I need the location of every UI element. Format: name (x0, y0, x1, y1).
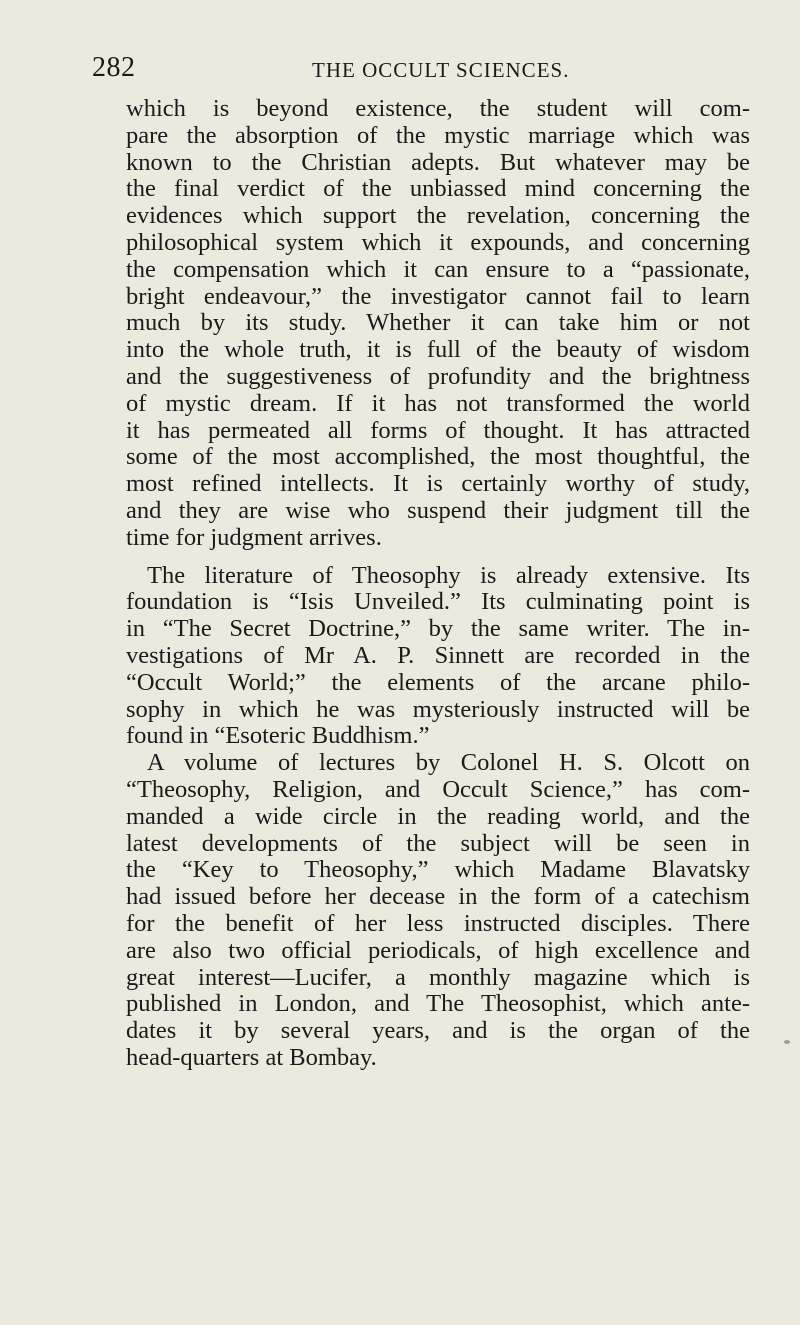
text-line: time for judgment arrives. (126, 523, 382, 551)
text-line: great interest—Lucifer, a monthly magazine which is (126, 963, 750, 991)
text-line: the compensation which it can ensure to a “passionate, (126, 255, 750, 283)
text-line: sophy in which he was mysteriously instructed will be (126, 695, 750, 723)
text-line: latest developments of the subject will be seen in (126, 829, 750, 857)
text-line: the final verdict of the unbiassed mind concerning the (126, 175, 750, 203)
text-line: which is beyond existence, the student will com- (126, 95, 750, 122)
text-line: head-quarters at Bombay. (126, 1043, 377, 1071)
paragraph-1 (126, 96, 750, 552)
text-line: it has permeated all forms of thought. It has attracted (126, 416, 750, 444)
text-line: “Theosophy, Religion, and Occult Science,” has com- (126, 775, 750, 803)
text-line: vestigations of Mr A. P. Sinnett are recorded in the (126, 641, 750, 669)
paragraph-gap (126, 552, 750, 563)
text-line: and they are wise who suspend their judgment till the (126, 496, 750, 524)
text-line: published in London, and The Theosophist, which ante- (126, 990, 750, 1018)
text-line: pare the absorption of the mystic marriage which was (126, 121, 750, 149)
text-line: most refined intellects. It is certainly worthy of study, (126, 470, 750, 498)
text-line: for the benefit of her less instructed disciples. There (126, 909, 750, 937)
text-line: found in “Esoteric Buddhism.” (126, 722, 430, 750)
text-line: The literature of Theosophy is already extensive. Its (147, 561, 750, 589)
text-line: some of the most accomplished, the most thoughtful, the (126, 443, 750, 471)
body-text (126, 96, 750, 1072)
text-line: had issued before her decease in the form of a catechism (126, 883, 750, 911)
text-line: bright endeavour,” the investigator cannot fail to learn (126, 282, 750, 310)
text-line: the “Key to Theosophy,” which Madame Blavatsky (126, 856, 750, 884)
running-head (0, 52, 800, 88)
text-line: A volume of lectures by Colonel H. S. Olcott on (147, 749, 750, 777)
text-line: evidences which support the revelation, concerning the (126, 202, 750, 230)
running-title: THE OCCULT SCIENCES. (312, 58, 570, 82)
paragraph-3 (126, 750, 750, 1072)
text-line: known to the Christian adepts. But whatever may be (126, 148, 750, 176)
page-number: 282 (92, 52, 136, 83)
paper-speck (784, 1040, 790, 1044)
text-line: manded a wide circle in the reading world, and the (126, 802, 750, 830)
text-line: foundation is “Isis Unveiled.” Its culminating point is (126, 588, 750, 616)
text-line: much by its study. Whether it can take him or not (126, 309, 750, 337)
text-line: philosophical system which it expounds, and concerning (126, 228, 750, 256)
text-line: in “The Secret Doctrine,” by the same writer. The in- (126, 615, 750, 643)
text-line: into the whole truth, it is full of the beauty of wisdom (126, 336, 750, 364)
text-line: of mystic dream. If it has not transformed the world (126, 389, 750, 417)
text-line: dates it by several years, and is the organ of the (126, 1017, 750, 1045)
text-line: are also two official periodicals, of high excellence and (126, 936, 750, 964)
paragraph-2 (126, 563, 750, 751)
text-line: “Occult World;” the elements of the arcane philo- (126, 668, 750, 696)
text-line: and the suggestiveness of profundity and the brightness (126, 362, 750, 390)
